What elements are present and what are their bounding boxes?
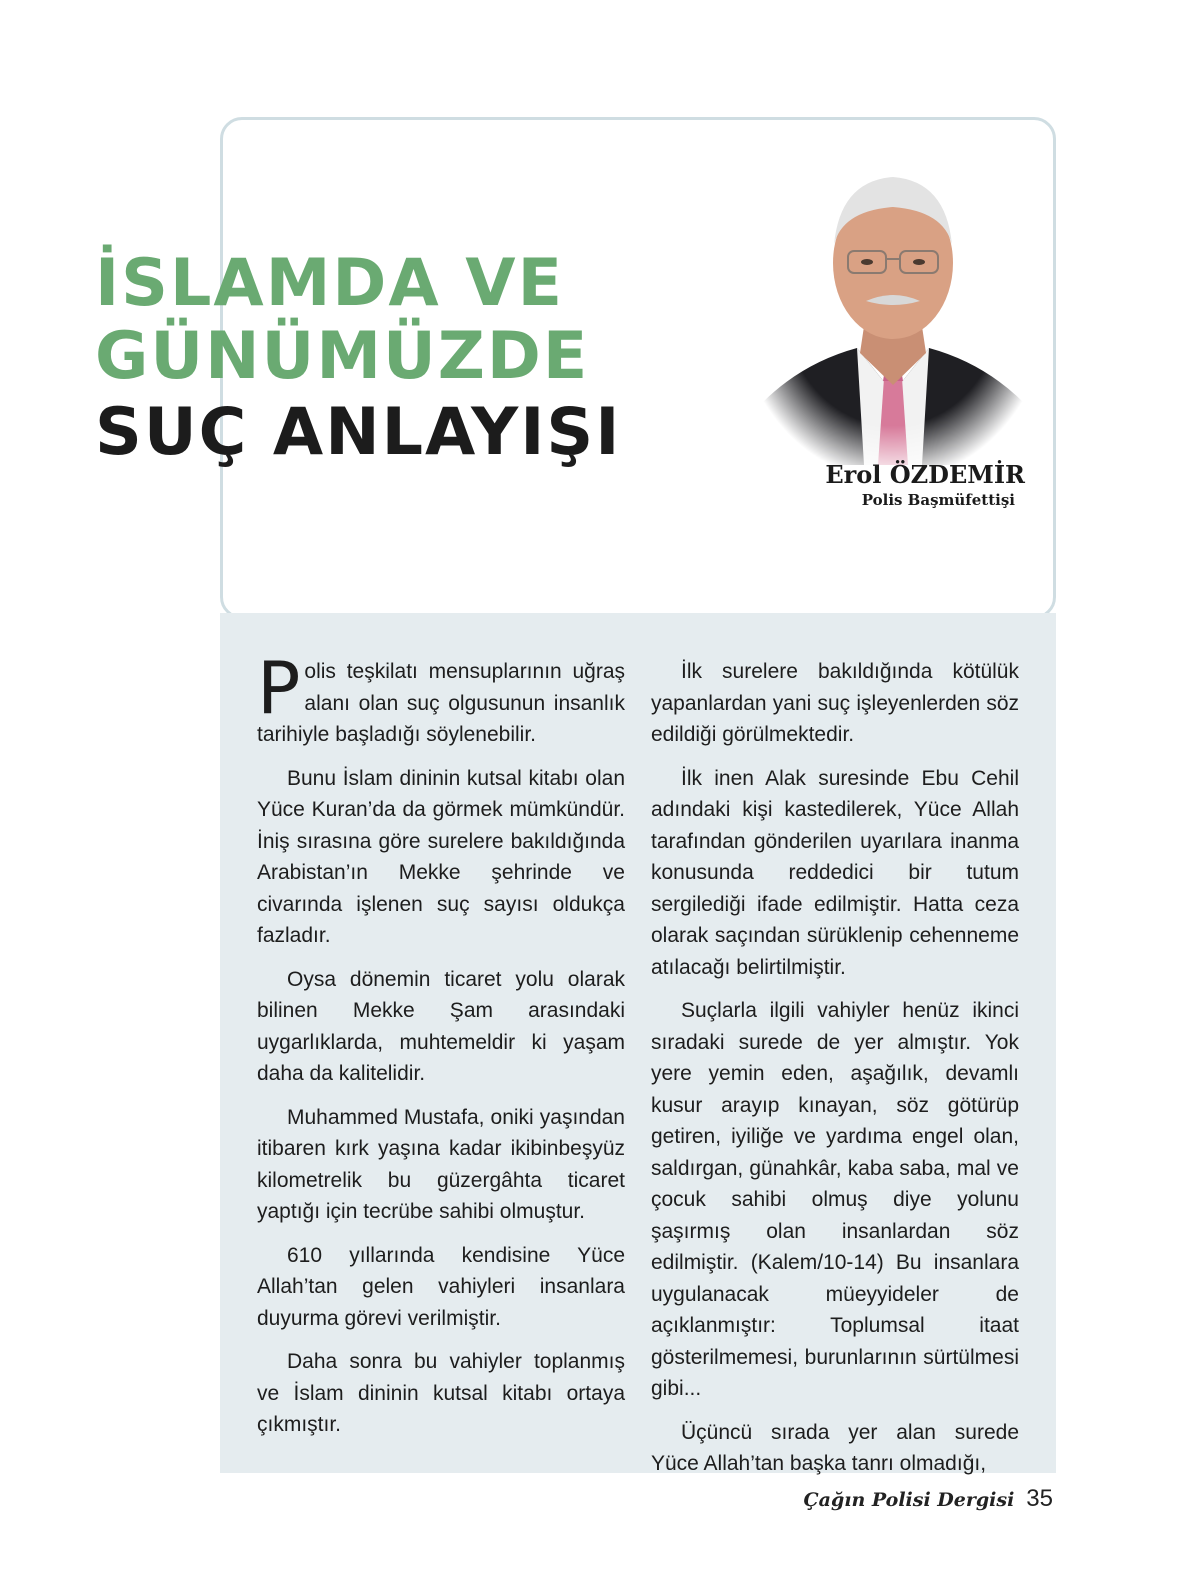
magazine-name: Çağın Polisi Dergisi (803, 1489, 1015, 1511)
title-line-1: İSLAMDA VE (95, 246, 565, 321)
article-paragraph: Bunu İslam dininin kutsal kitabı olan Yüce Kuran’da da görmek mümkündür. İniş sırasına göre surelere bakıldığında Arabistan’ın Mekke şehrinde ve civarında işlenen suç sayısı oldukça fazladır. (257, 766, 625, 947)
article-column-left (257, 646, 625, 1453)
article-paragraph: Üçüncü sırada yer alan surede Yüce Allah’tan başka tanrı olmadığı, (651, 1420, 1019, 1475)
article-paragraph: Suçlarla ilgili vahiyler henüz ikinci sıradaki surede de yer almıştır. Yok yere yemin eden, aşağılık, devamlı kusur arayıp kınayan, söz götürüp getiren, iyiliğe ve yardıma engel olan, saldırgan, günahkâr, kaba saba, mal ve çocuk sahibi olmuş diye yolunu şaşırmış olan insanlardan söz edilmiştir. (Kalem/10-14) Bu insanlara uygulanacak müeyyideler de açıklanmıştır: Toplumsal itaat gösterilmemesi, burunlarının sürtülmesi gibi... (651, 999, 1019, 1400)
title-line-2: GÜNÜMÜZDE (95, 319, 590, 394)
author-role: Polis Başmüfettişi (861, 491, 1015, 509)
page-number: 35 (1026, 1485, 1053, 1512)
drop-cap: P (257, 646, 301, 730)
portrait-illustration (762, 163, 1024, 465)
page-footer (804, 1485, 1053, 1513)
article-paragraph: Daha sonra bu vahiyler toplanmış ve İslam dininin kutsal kitabı ortaya çıkmıştır. (257, 1350, 625, 1436)
paragraph-text: olis teşkilatı mensuplarının uğraş alanı olan suç olgusunun insanlık tarihiyle başladığı söylenebilir. (257, 660, 625, 746)
article-paragraph: İlk surelere bakıldığında kötülük yapanlardan yani suç işleyenlerden söz edildiği görülmektedir. (651, 660, 1019, 746)
article-paragraph (257, 646, 625, 751)
article-paragraph: Oysa dönemin ticaret yolu olarak bilinen Mekke Şam arasındaki uygarlıklarda, muhtemeldir ki yaşam daha da kalitelidir. (257, 967, 625, 1085)
article-paragraph: İlk inen Alak suresinde Ebu Cehil adındaki kişi kastedilerek, Yüce Allah tarafından gönderilen uyarılara inanma konusunda reddedici bir tutum sergilediği ifade edilmiştir. Hatta ceza olarak saçından sürüklenip cehenneme atılacağı belirtilmiştir. (651, 766, 1019, 979)
author-block (760, 460, 1025, 510)
article-paragraph: 610 yıllarında kendisine Yüce Allah’tan gelen vahiyleri insanlara duyurma görevi verilmiştir. (257, 1243, 625, 1330)
author-photo (762, 163, 1024, 465)
article-paragraph: Muhammed Mustafa, oniki yaşından itibaren kırk yaşına kadar ikibinbeşyüz kilometrelik bu güzergâhta ticaret yaptığı için tecrübe sahibi olmuştur. (257, 1105, 625, 1223)
author-name: Erol ÖZDEMİR (825, 460, 1025, 489)
article-title (95, 247, 621, 473)
article-column-right (651, 656, 1019, 1492)
title-line-3: SUÇ ANLAYIŞI (95, 395, 622, 470)
